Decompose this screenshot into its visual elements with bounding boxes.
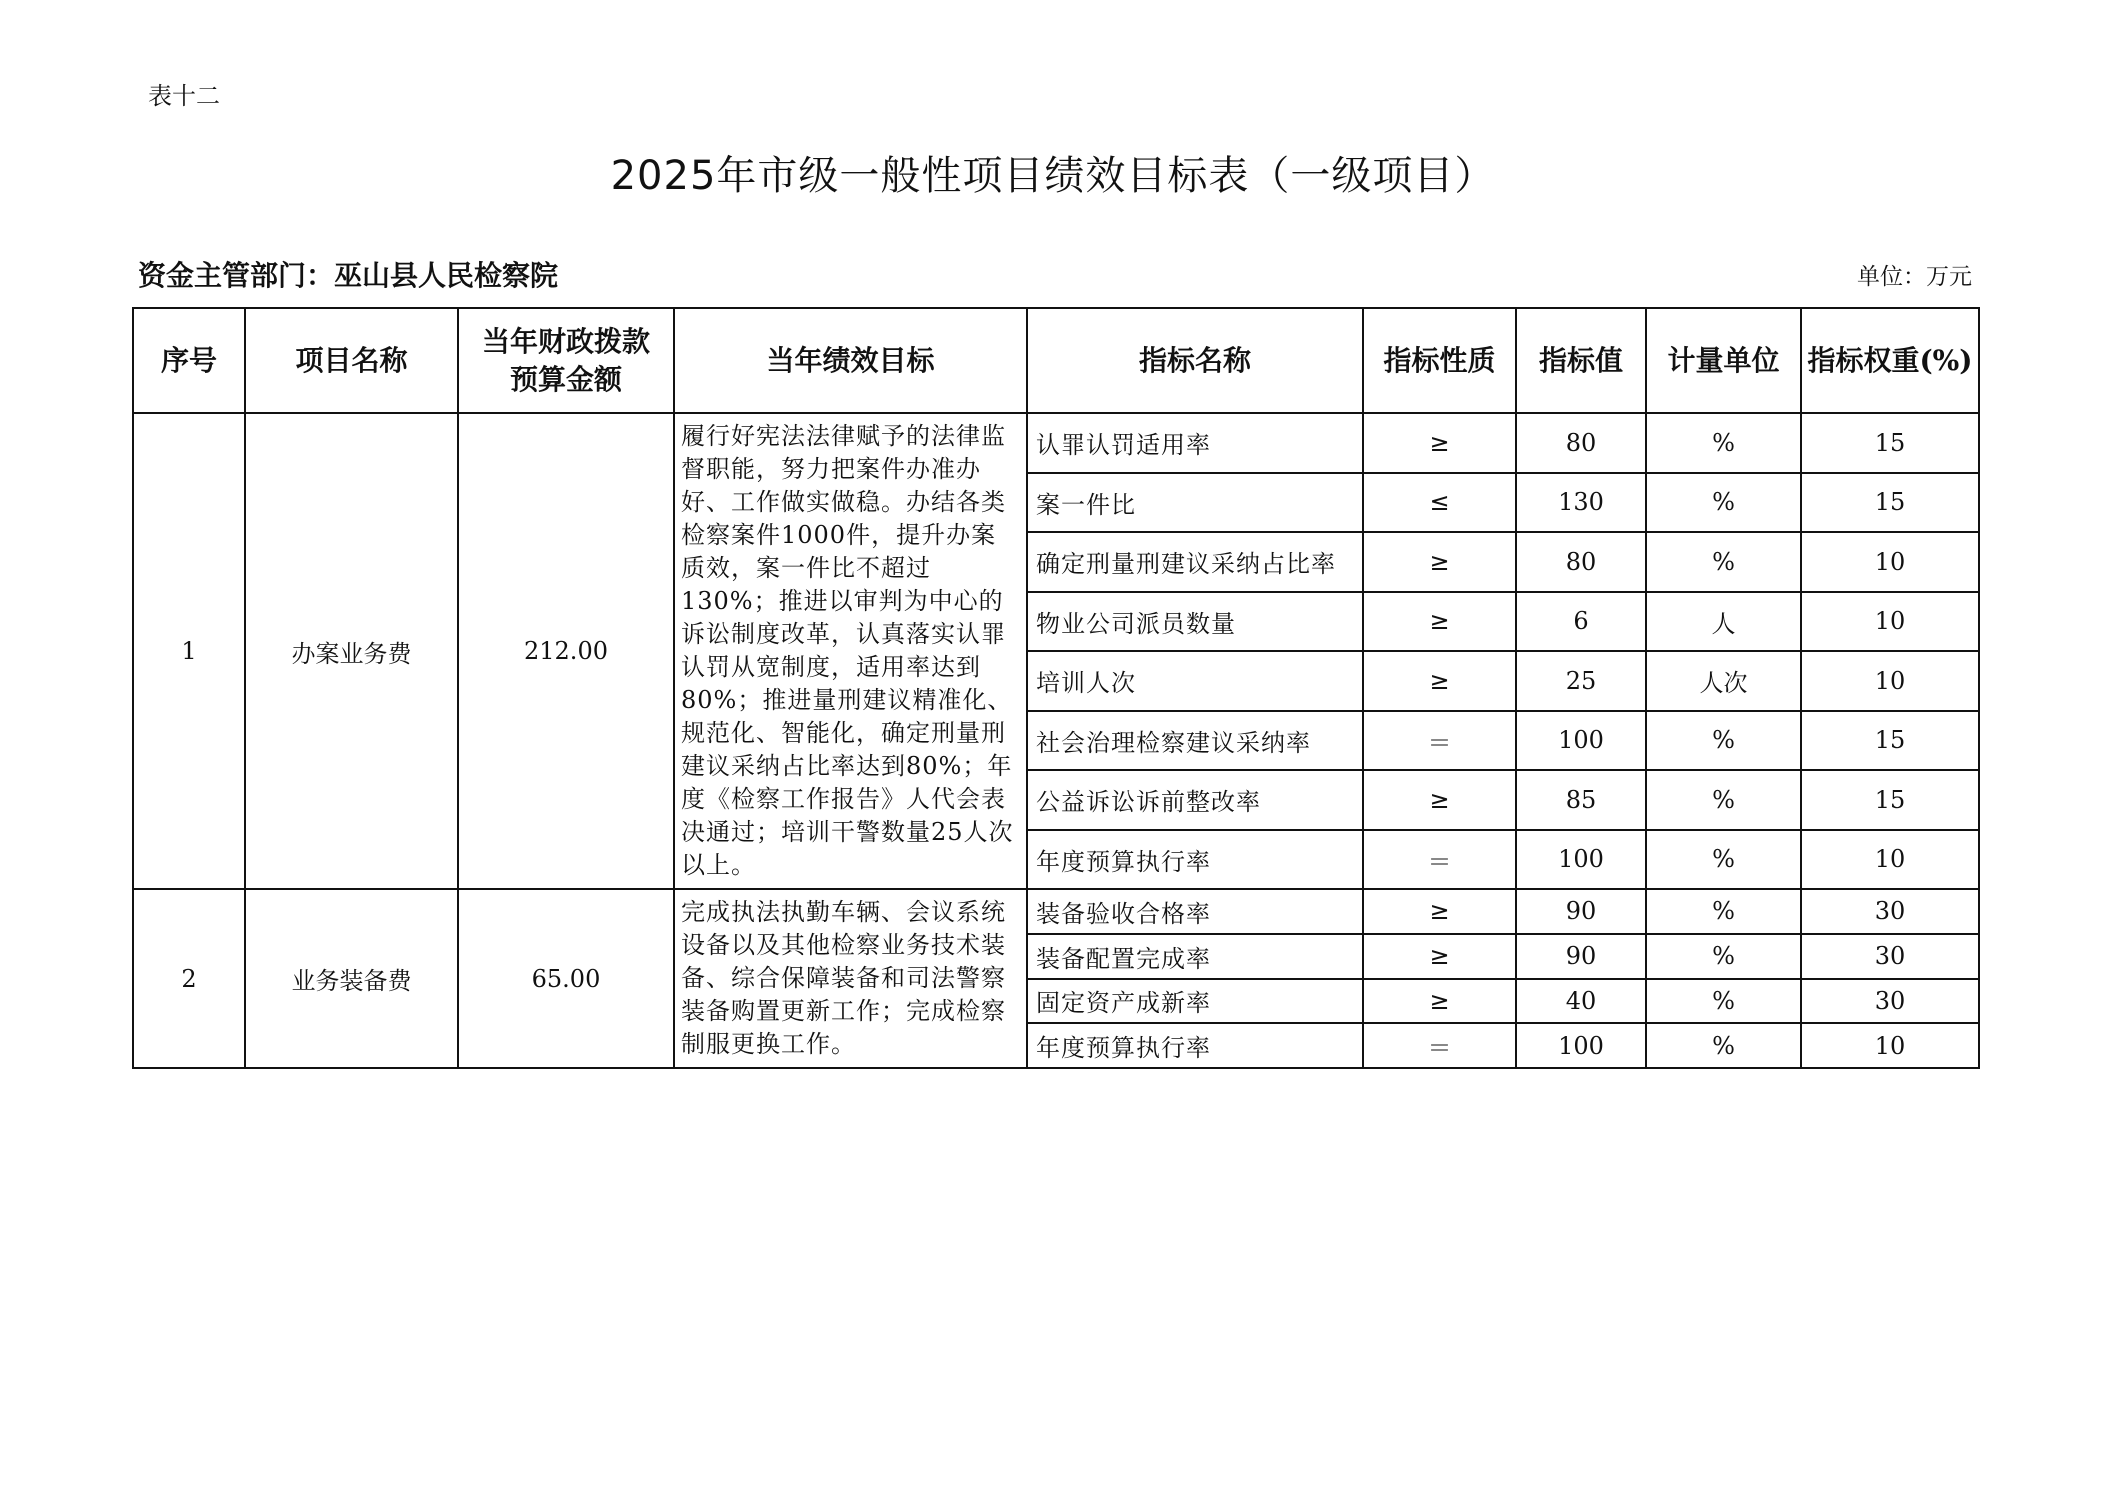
header-budget-line1: 当年财政拨款	[481, 324, 650, 358]
indicator-nature: ≥	[1363, 889, 1516, 934]
indicator-name: 年度预算执行率	[1027, 830, 1363, 890]
indicator-weight: 15	[1801, 770, 1979, 830]
header-project-name: 项目名称	[245, 308, 458, 413]
indicator-unit: %	[1646, 532, 1801, 592]
indicator-unit: %	[1646, 830, 1801, 890]
indicator-nature: ＝	[1363, 830, 1516, 890]
unit-label: 单位：万元	[1857, 264, 1972, 290]
department-label: 资金主管部门：巫山县人民检察院	[138, 259, 559, 292]
indicator-value: 80	[1516, 413, 1646, 473]
table-row	[133, 889, 1979, 934]
header-budget-line2: 预算金额	[509, 362, 622, 396]
project-seq: 1	[133, 413, 245, 889]
indicator-nature: ≥	[1363, 592, 1516, 652]
indicator-nature: ≥	[1363, 934, 1516, 979]
indicator-name: 公益诉讼诉前整改率	[1027, 770, 1363, 830]
header-indicator-nature: 指标性质	[1363, 308, 1516, 413]
indicator-value: 6	[1516, 592, 1646, 652]
indicator-weight: 15	[1801, 711, 1979, 771]
indicator-weight: 15	[1801, 473, 1979, 533]
indicator-nature: ≥	[1363, 979, 1516, 1024]
indicator-name: 物业公司派员数量	[1027, 592, 1363, 652]
indicator-value: 100	[1516, 1023, 1646, 1068]
indicator-unit: %	[1646, 711, 1801, 771]
indicator-nature: ≥	[1363, 651, 1516, 711]
project-goal: 完成执法执勤车辆、会议系统设备以及其他检察业务技术装备、综合保障装备和司法警察装备购置更新工作；完成检察制服更换工作。	[674, 889, 1027, 1068]
indicator-weight: 30	[1801, 934, 1979, 979]
indicator-value: 40	[1516, 979, 1646, 1024]
page-title: 2025年市级一般性项目绩效目标表（一级项目）	[610, 153, 1496, 199]
performance-table	[132, 307, 1980, 1069]
table-label: 表十二	[148, 82, 220, 110]
indicator-nature: ≥	[1363, 532, 1516, 592]
indicator-weight: 10	[1801, 1023, 1979, 1068]
indicator-nature: ＝	[1363, 1023, 1516, 1068]
indicator-unit: %	[1646, 473, 1801, 533]
indicator-unit: 人	[1646, 592, 1801, 652]
indicator-name: 培训人次	[1027, 651, 1363, 711]
project-name: 业务装备费	[245, 889, 458, 1068]
indicator-name: 固定资产成新率	[1027, 979, 1363, 1024]
indicator-value: 90	[1516, 889, 1646, 934]
indicator-name: 案一件比	[1027, 473, 1363, 533]
indicator-weight: 30	[1801, 889, 1979, 934]
indicator-weight: 10	[1801, 532, 1979, 592]
indicator-name: 装备配置完成率	[1027, 934, 1363, 979]
indicator-unit: %	[1646, 770, 1801, 830]
project-name: 办案业务费	[245, 413, 458, 889]
header-weight: 指标权重(%)	[1801, 308, 1979, 413]
indicator-unit: %	[1646, 1023, 1801, 1068]
project-seq: 2	[133, 889, 245, 1068]
indicator-unit: %	[1646, 934, 1801, 979]
indicator-name: 装备验收合格率	[1027, 889, 1363, 934]
indicator-unit: %	[1646, 413, 1801, 473]
indicator-unit: %	[1646, 889, 1801, 934]
header-seq: 序号	[133, 308, 245, 413]
header-goal: 当年绩效目标	[674, 308, 1027, 413]
table-row	[133, 413, 1979, 473]
indicator-nature: ≥	[1363, 770, 1516, 830]
indicator-weight: 30	[1801, 979, 1979, 1024]
indicator-value: 90	[1516, 934, 1646, 979]
indicator-weight: 15	[1801, 413, 1979, 473]
indicator-value: 100	[1516, 830, 1646, 890]
indicator-weight: 10	[1801, 651, 1979, 711]
indicator-unit: 人次	[1646, 651, 1801, 711]
indicator-value: 25	[1516, 651, 1646, 711]
indicator-name: 认罪认罚适用率	[1027, 413, 1363, 473]
indicator-value: 80	[1516, 532, 1646, 592]
indicator-nature: ≤	[1363, 473, 1516, 533]
indicator-name: 年度预算执行率	[1027, 1023, 1363, 1068]
indicator-value: 100	[1516, 711, 1646, 771]
header-indicator-name: 指标名称	[1027, 308, 1363, 413]
indicator-value: 130	[1516, 473, 1646, 533]
header-budget	[458, 308, 674, 413]
indicator-name: 确定刑量刑建议采纳占比率	[1027, 532, 1363, 592]
indicator-nature: ≥	[1363, 413, 1516, 473]
project-goal: 履行好宪法法律赋予的法律监督职能，努力把案件办准办好、工作做实做稳。办结各类检察案件1000件，提升办案质效，案一件比不超过130%；推进以审判为中心的诉讼制度改革，认真落实认罪认罚从宽制度，适用率达到80%；推进量刑建议精准化、规范化、智能化，确定刑量刑建议采纳占比率达到80%；年度《检察工作报告》人代会表决通过；培训干警数量25人次以上。	[674, 413, 1027, 889]
project-budget: 212.00	[458, 413, 674, 889]
table-header-row	[133, 308, 1979, 413]
indicator-weight: 10	[1801, 592, 1979, 652]
header-indicator-value: 指标值	[1516, 308, 1646, 413]
project-budget: 65.00	[458, 889, 674, 1068]
header-measure-unit: 计量单位	[1646, 308, 1801, 413]
indicator-weight: 10	[1801, 830, 1979, 890]
indicator-unit: %	[1646, 979, 1801, 1024]
indicator-value: 85	[1516, 770, 1646, 830]
indicator-nature: ＝	[1363, 711, 1516, 771]
indicator-name: 社会治理检察建议采纳率	[1027, 711, 1363, 771]
